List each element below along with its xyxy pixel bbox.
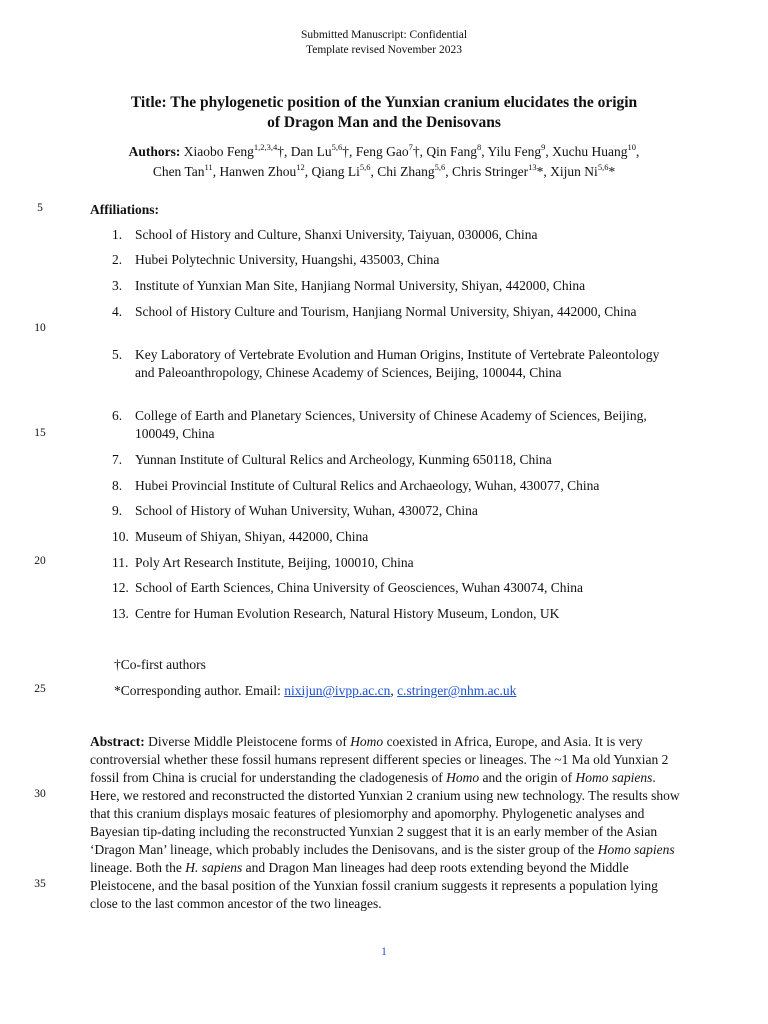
email-link-ni[interactable]: nixijun@ivpp.ac.cn <box>284 683 391 698</box>
author: Xijun Ni$^{5,6}$* <box>546 161 616 179</box>
author: Feng Gao$^7$†, <box>352 141 423 159</box>
author: Chen Tan$^{11}$, <box>152 161 217 179</box>
affiliation-item: 9. School of History of Wuhan University, Wuhan, 430072, China <box>112 503 478 518</box>
affiliation-item: 10. Museum of Shiyan, Shiyan, 442000, China <box>112 529 369 544</box>
paper-title <box>88 93 680 133</box>
template-revision: Template revised November 2023 <box>306 44 462 56</box>
line-number: 15 <box>34 427 46 439</box>
corresponding-author-note: *Corresponding author. Email: nixijun@ivpp.ac.cn, c.stringer@nhm.ac.uk <box>114 683 517 698</box>
title-line-2: of Dragon Man and the Denisovans <box>267 114 501 131</box>
line-number: 20 <box>34 555 46 567</box>
affiliation-item: 8. Hubei Provincial Institute of Cultural Relics and Archaeology, Wuhan, 430077, China <box>112 478 600 493</box>
affiliation-item: 12. School of Earth Sciences, China University of Geosciences, Wuhan 430074, China <box>112 580 583 595</box>
author: Qin Fang$^8$, <box>423 141 485 159</box>
author-list <box>88 142 680 182</box>
affiliation-item: 6. College of Earth and Planetary Sciences, University of Chinese Academy of Sciences, Beijing, 100049, China <box>112 408 647 441</box>
manuscript-status: Submitted Manuscript: Confidential <box>300 29 468 41</box>
author: Qiang Li$^{5,6}$, <box>308 161 374 179</box>
line-number: 30 <box>34 788 46 800</box>
affiliation-item: 11. Poly Art Research Institute, Beijing, 100010, China <box>112 555 414 570</box>
email-link-stringer[interactable]: c.stringer@nhm.ac.uk <box>397 683 517 698</box>
author: Chi Zhang$^{5,6}$, <box>373 161 449 179</box>
affiliation-item: 1. School of History and Culture, Shanxi University, Taiyuan, 030006, China <box>112 227 538 242</box>
line-number: 5 <box>37 202 43 214</box>
author: Xiaobo Feng$^{1,2,3,4}$†, <box>180 141 288 159</box>
page-number: 1 <box>381 946 387 958</box>
co-first-note: †Co-first authors <box>114 657 206 672</box>
affiliation-item: 5. Key Laboratory of Vertebrate Evolution and Human Origins, Institute of Vertebrate Paleontology and Paleoanthropology, Chinese Academy of Sciences, Beijing, 100044, China <box>112 347 660 380</box>
author: Hanwen Zhou$^{12}$, <box>216 161 309 179</box>
affiliation-item: 7. Yunnan Institute of Cultural Relics and Archeology, Kunming 650118, China <box>112 452 552 467</box>
abstract: Abstract: Diverse Middle Pleistocene forms of Homo coexisted in Africa, Europe, and Asia. It is very controversial whether these fossil humans represent different species or lineages. The ~1 Ma old Yunxian 2 fossil from China is crucial for understanding the cladogenesis of Homo and the origin of Homo sapiens. Here, we restored and reconstructed the distorted Yunxian 2 cranium using new technology. The results show that this cranium displays mosaic features of plesiomorphy and apomorphy. Phylogenetic analyses and Bayesian tip-dating including the reconstructed Yunxian 2 suggest that it is an early member of the Asian ‘Dragon Man’ lineage, which probably includes the Denisovans, and is the sister group of the Homo sapiens lineage. Both the H. sapiens and Dragon Man lineages had deep roots extending beyond the Middle Pleistocene, and the basal position of the Yunxian fossil cranium suggests it represents a population lying close to the last common ancestor of the two lineages. <box>90 734 680 911</box>
affiliation-item: 4. School of History Culture and Tourism, Hanjiang Normal University, Shiyan, 442000, China <box>112 304 637 319</box>
line-number: 10 <box>34 322 46 334</box>
author: Dan Lu$^{5,6}$†, <box>287 141 353 159</box>
author: Xuchu Huang$^{10}$, <box>548 141 640 159</box>
affiliation-item: 13. Centre for Human Evolution Research, Natural History Museum, London, UK <box>112 606 560 621</box>
affiliation-item: 2. Hubei Polytechnic University, Huangshi, 435003, China <box>112 252 440 267</box>
authors-label: Authors: <box>128 144 181 159</box>
affiliations-heading: Affiliations: <box>90 202 159 217</box>
line-number: 35 <box>34 878 46 890</box>
author: Yilu Feng$^9$, <box>484 141 549 159</box>
line-number: 25 <box>34 683 46 695</box>
title-line-1: Title: The phylogenetic position of the Yunxian cranium elucidates the origin <box>130 94 638 111</box>
affiliation-item: 3. Institute of Yunxian Man Site, Hanjiang Normal University, Shiyan, 442000, China <box>112 278 586 293</box>
abstract-label: Abstract: <box>90 734 145 749</box>
author: Chris Stringer$^{13}$*, <box>448 161 547 179</box>
